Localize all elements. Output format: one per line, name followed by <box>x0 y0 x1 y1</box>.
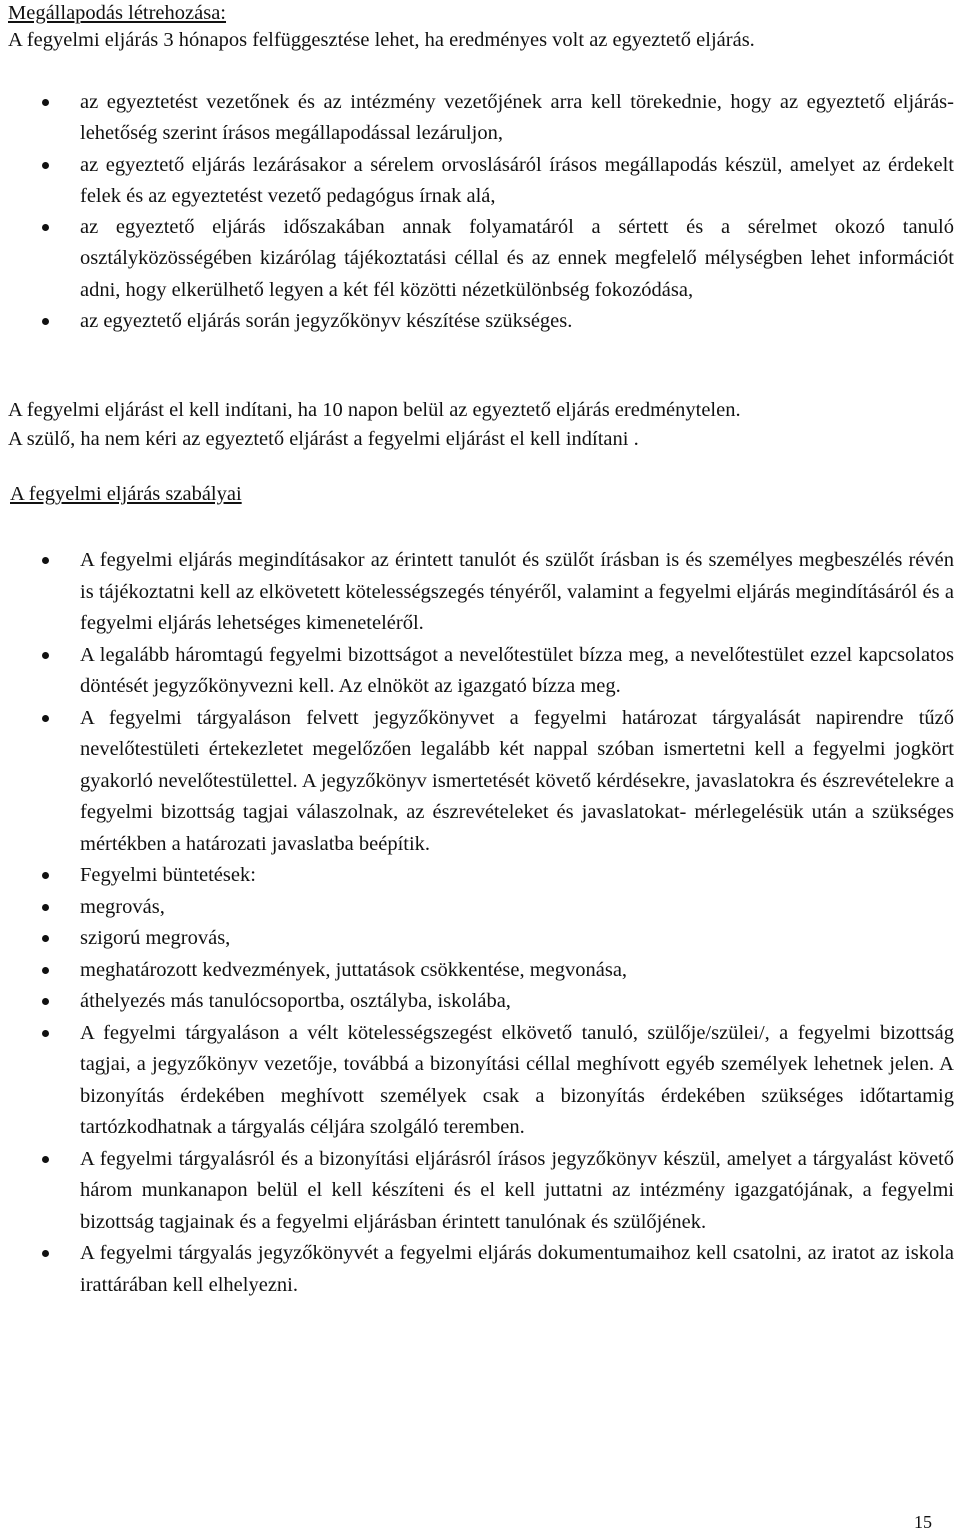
bullet-icon <box>42 715 49 722</box>
bullet-icon <box>42 1250 49 1257</box>
list-item-text: A fegyelmi tárgyalásról és a bizonyítási eljárásról írásos jegyzőkönyv készül, amelyet a tárgyalást követő három munkanapon belül el kell készíteni és el kell juttatni az intézmény igazgatójának, a fegyelmi bizottság tagjainak és a fegyelmi eljárásban érintett tanulónak és szülőjének. <box>80 1147 954 1233</box>
list-item <box>0 545 960 640</box>
paragraph-block <box>8 396 741 454</box>
bullet-icon <box>42 967 49 974</box>
bullet-icon <box>42 224 49 231</box>
bullet-icon <box>42 99 49 106</box>
list-item-text: A fegyelmi eljárás megindításakor az érintett tanulót és szülőt írásban is és személyes megbeszélés révén is tájékoztatni kell az elkövetett kötelességszegés tényéről, valamint a fegyelmi eljárás megindításáról és a fegyelmi eljárás lehetséges kimeneteléről. <box>80 549 954 634</box>
list-item <box>0 640 960 703</box>
list-item <box>0 87 960 150</box>
heading-line: A fegyelmi eljárás 3 hónapos felfüggesztése lehet, ha eredményes volt az egyeztető eljárás. <box>8 29 755 51</box>
list-item <box>0 923 960 955</box>
bullet-icon <box>42 1156 49 1163</box>
page-number: 15 <box>914 1512 932 1532</box>
bullet-icon <box>42 904 49 911</box>
agreement-list <box>0 87 960 337</box>
list-item <box>0 1238 960 1301</box>
list-item <box>0 306 960 337</box>
bullet-icon <box>42 872 49 879</box>
list-item-text: Fegyelmi büntetések: <box>80 864 256 886</box>
paragraph: A szülő, ha nem kéri az egyeztető eljárást a fegyelmi eljárást el kell indítani . <box>8 428 639 450</box>
bullet-icon <box>42 1030 49 1037</box>
list-item <box>0 892 960 924</box>
paragraph: A fegyelmi eljárást el kell indítani, ha 10 napon belül az egyeztető eljárás eredménytelen. <box>8 399 741 421</box>
list-item <box>0 986 960 1018</box>
heading-block <box>8 0 755 54</box>
list-item <box>0 1144 960 1239</box>
list-item-text: megrovás, <box>80 895 165 918</box>
list-item-text: szigorú megrovás, <box>80 927 231 949</box>
list-item-text: az egyeztető eljárás időszakában annak folyamatáról a sértett és a sérelmet okozó tanuló osztályközösségében kizárólag tájékoztatási céllal és az ennek megfelelő mélységben lehet információt adni, hogy elkerülhető legyen a két fél közötti nézetkülönbség fokozódása, <box>80 216 954 301</box>
list-item <box>0 150 960 213</box>
list-item-text: A fegyelmi tárgyaláson a vélt kötelességszegést elkövető tanuló, szülője/szülei/, a fegyelmi bizottság tagjai, a jegyzőkönyv vezetője, továbbá a bizonyítási céllal meghívott egyéb személyek lehetnek jelen. A bizonyítás érdekében meghívott személyek csak a bizonyítás érdekében szükséges időtartamig tartózkodhatnak a tárgyalás céljára szolgáló teremben. <box>80 1021 954 1138</box>
section-title: A fegyelmi eljárás szabályai <box>10 483 242 505</box>
list-item-text: A legalább háromtagú fegyelmi bizottságot a nevelőtestület bízza meg, a nevelőtestület ezzel kapcsolatos döntését jegyzőkönyvezni kell. Az elnököt az igazgató bízza meg. <box>80 643 954 697</box>
list-item-text: áthelyezés más tanulócsoportba, osztályba, iskolába, <box>80 990 511 1012</box>
list-item <box>0 703 960 861</box>
bullet-icon <box>42 652 49 659</box>
list-item-text: az egyeztető eljárás során jegyzőkönyv készítése szükséges. <box>80 310 573 333</box>
bullet-icon <box>42 998 49 1005</box>
list-item-text: A fegyelmi tárgyaláson felvett jegyzőkönyvet a fegyelmi határozat tárgyalását napirendre tűző nevelőtestületi értekezletet megelőzően legalább két nappal szóban ismertetni kell a fegyelmi jogkört gyakorló nevelőtestülettel. A jegyzőkönyv ismertetését követő kérdésekre, javaslatokra és észrevételekre a fegyelmi bizottság tagjai válaszolnak, az észrevételeket és javaslatokat- mérlegelésük után a szükséges mértékben a határozati javaslatba beépítik. <box>80 706 954 855</box>
heading-title: Megállapodás létrehozása: <box>8 2 227 24</box>
list-item <box>0 955 960 987</box>
list-item <box>0 860 960 892</box>
list-item-text: A fegyelmi tárgyalás jegyzőkönyvét a fegyelmi eljárás dokumentumaihoz kell csatolni, az iratot az iskola irattárában kell elhelyezni. <box>80 1242 954 1296</box>
list-item-text: az egyeztetést vezetőnek és az intézmény vezetőjének arra kell törekednie, hogy az egyeztető eljárás-lehetőség szerint írásos megállapodással lezáruljon, <box>80 91 954 145</box>
bullet-icon <box>42 162 49 169</box>
list-item <box>0 1018 960 1144</box>
list-item-text: az egyeztető eljárás lezárásakor a sérelem orvoslásáról írásos megállapodás készül, amelyet az érdekelt felek és az egyeztetést vezető pedagógus írnak alá, <box>80 153 954 207</box>
list-item <box>0 212 960 306</box>
bullet-icon <box>42 557 49 564</box>
rules-list <box>0 545 960 1301</box>
bullet-icon <box>42 318 49 325</box>
bullet-icon <box>42 935 49 942</box>
list-item-text: meghatározott kedvezmények, juttatások csökkentése, megvonása, <box>80 958 628 981</box>
